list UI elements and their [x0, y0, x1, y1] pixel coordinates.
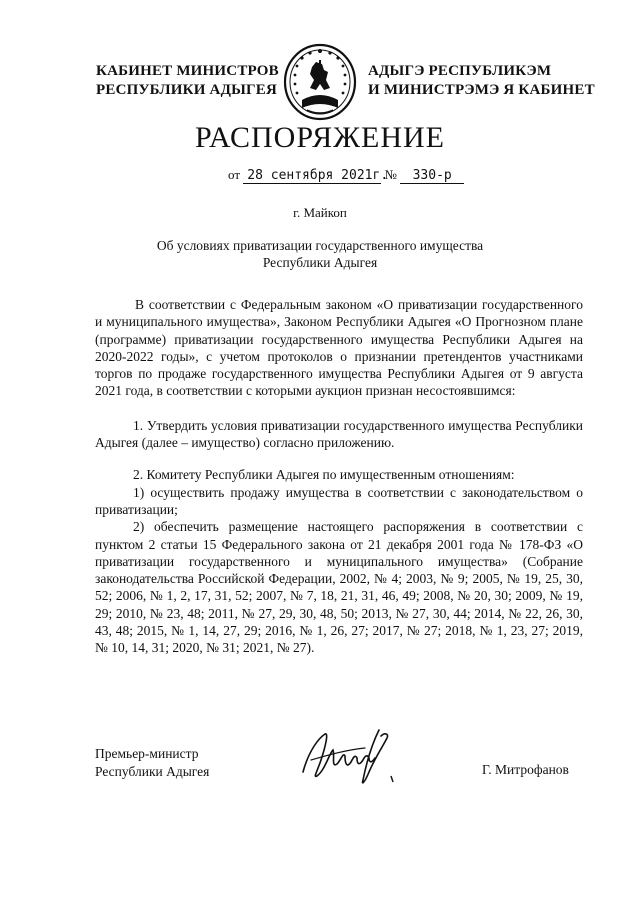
signer-position [95, 745, 209, 781]
signer-position-line2: Республики Адыгея [95, 764, 210, 779]
number-label: № [384, 167, 397, 182]
header-right [368, 62, 595, 100]
date-number-line [228, 167, 464, 184]
header-left [96, 62, 279, 100]
document-date: 28 сентября 2021г. [243, 169, 381, 184]
handwritten-signature-icon [295, 720, 405, 790]
document-body [95, 296, 583, 657]
signer-name: Г. Митрофанов [482, 762, 569, 777]
document-number: 330-р [400, 169, 464, 184]
header-right-line1: АДЫГЭ РЕСПУБЛИКЭМ [368, 63, 552, 79]
city: г. Майкоп [293, 205, 347, 220]
header-right-line2: И МИНИСТРЭМЭ Я КАБИНЕТ [368, 82, 595, 98]
date-from-label: от [228, 167, 241, 182]
signer-position-line1: Премьер-министр [95, 746, 199, 761]
item-2-paragraph: 2. Комитету Республики Адыгея по имущественным отношениям: [133, 467, 515, 483]
document-subject [0, 237, 640, 271]
header-left-line2: РЕСПУБЛИКИ АДЫГЕЯ [96, 82, 278, 98]
preamble-paragraph: В соответствии с Федеральным законом «О приватизации государственного и муниципального имущества», Законом Республики Адыгея «О Прогнозном плане (программе) приватизации государственного имущества Республики Адыгея на 2020-2022 годы», с учетом протоколов о признании претендентов участниками торгов по продаже государственного имущества Республики Адыгея от 9 августа 2021 года, в соответствии с которыми аукцион признан несостоявшимся: [95, 297, 583, 399]
coat-of-arms-icon [282, 42, 358, 122]
header-left-line1: КАБИНЕТ МИНИСТРОВ [96, 63, 279, 79]
document-title: РАСПОРЯЖЕНИЕ [194, 121, 446, 154]
item-2-1-paragraph: 1) осуществить продажу имущества в соответствии с законодательством о приватизации; [95, 484, 583, 517]
subject-line1: Об условиях приватизации государственного имущества [156, 238, 484, 253]
subject-line2: Республики Адыгея [262, 255, 378, 270]
item-2-2-paragraph: 2) обеспечить размещение настоящего распоряжения в соответствии с пунктом 2 статьи 15 Федерального закона от 21 декабря 2001 года № 178-ФЗ «О приватизации государственного и муниципального имущества» (Собрание законодательства Российской Федерации, 2002, № 4; 2003, № 9; 2005, № 19, 25, 30, 52; 2006, № 1, 2, 17, 31, 52; 2007, № 7, 18, 21, 31, 46, 49; 2008, № 20, 30; 2009, № 19, 29; 2010, № 23, 48; 2011, № 27, 29, 30, 48, 50; 2013, № 27, 30, 44; 2014, № 22, 26, 30, 43, 48; 2015, № 1, 14, 27, 29; 2016, № 1, 26, 27; 2017, № 27; 2018, № 1, 23, 27; 2019, № 10, 14, 31; 2020, № 31; 2021, № 27). [95, 519, 583, 656]
item-1-paragraph: 1. Утвердить условия приватизации государственного имущества Республики Адыгея (далее – имущество) согласно приложению. [95, 417, 583, 451]
